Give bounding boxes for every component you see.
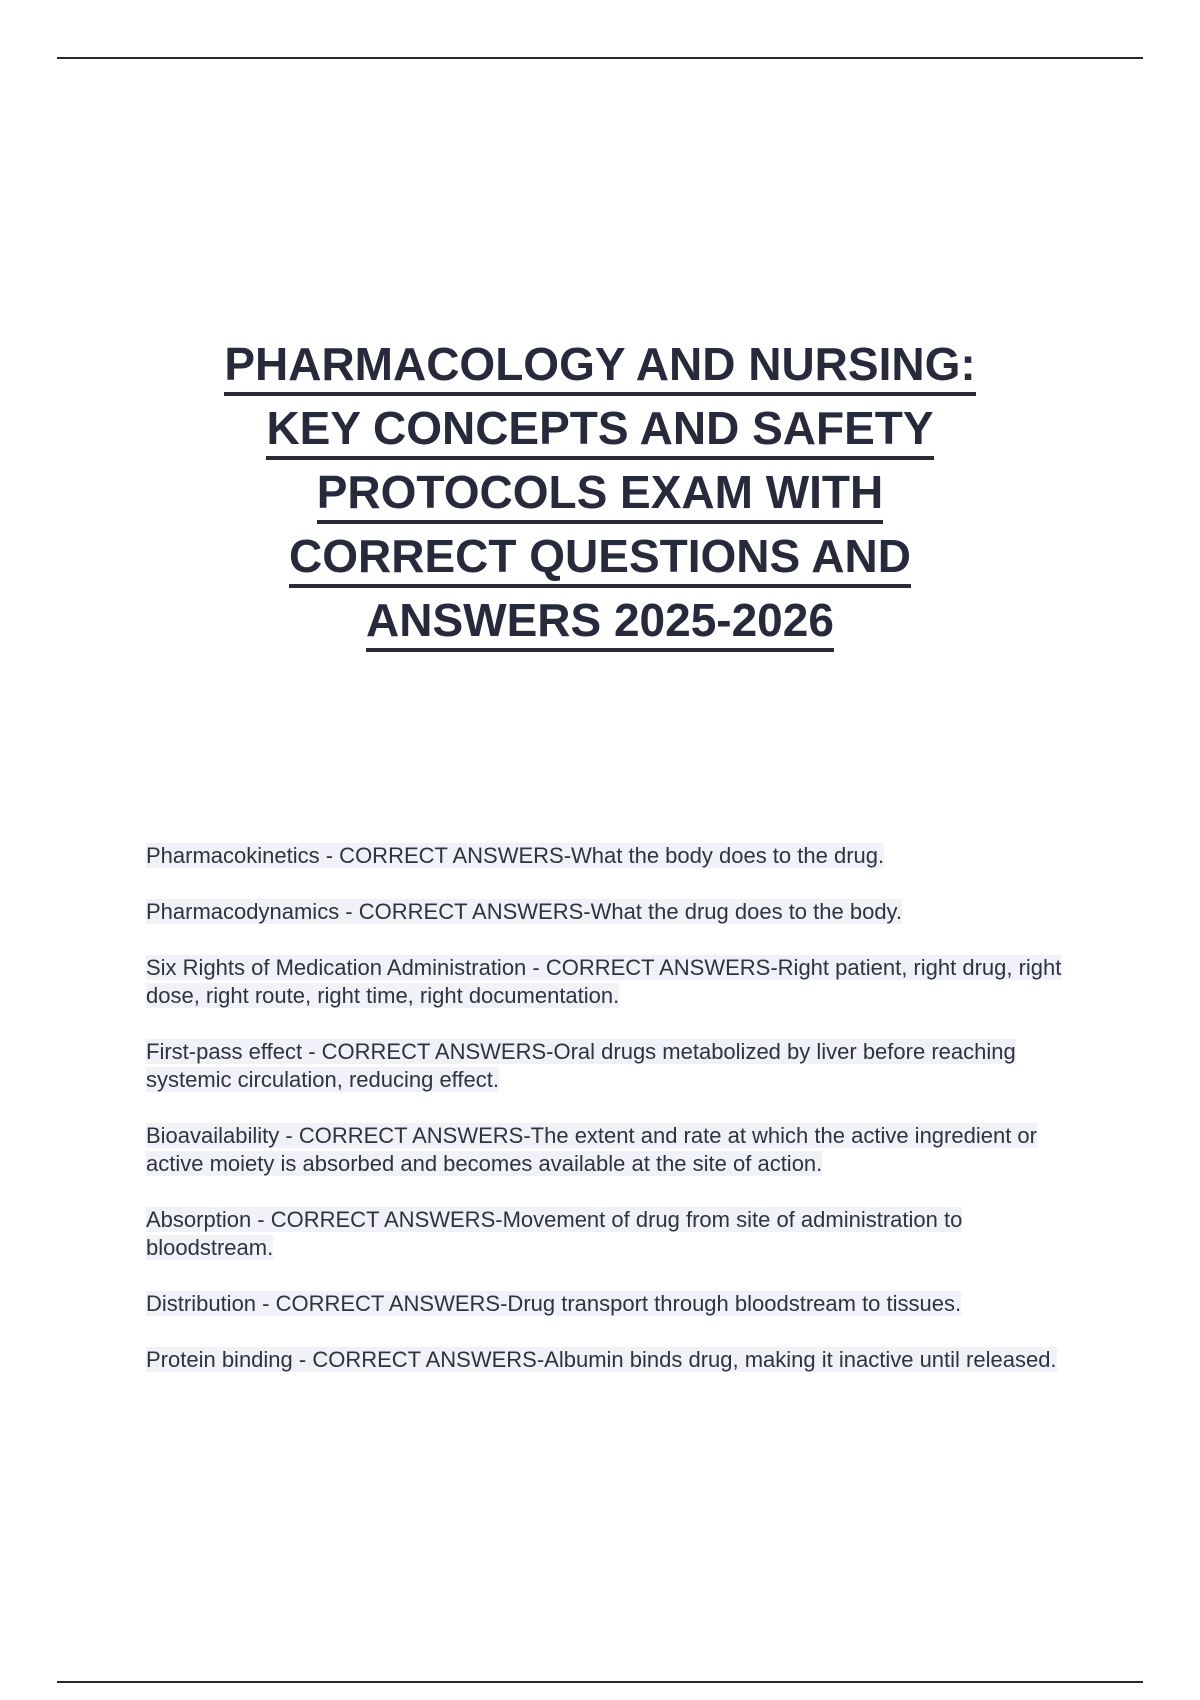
title-line-3: PROTOCOLS EXAM WITH — [317, 468, 884, 524]
qa-item-six-rights — [146, 954, 1066, 1010]
qa-item-first-pass-effect — [146, 1038, 1066, 1094]
qa-text: First-pass effect - CORRECT ANSWERS-Oral drugs metabolized by liver before reaching systemic circulation, reducing effect. — [146, 1039, 1016, 1092]
qa-text: Bioavailability - CORRECT ANSWERS-The extent and rate at which the active ingredient or active moiety is absorbed and becomes available at the site of action. — [146, 1123, 1037, 1176]
qa-item-protein-binding — [146, 1346, 1066, 1374]
document-title — [100, 340, 1100, 660]
qa-item-pharmacodynamics — [146, 898, 1066, 926]
title-line-5: ANSWERS 2025-2026 — [366, 596, 834, 652]
qa-text: Distribution - CORRECT ANSWERS-Drug transport through bloodstream to tissues. — [146, 1291, 962, 1316]
qa-text: Six Rights of Medication Administration - CORRECT ANSWERS-Right patient, right drug, right dose, right route, right time, right documentation. — [146, 955, 1062, 1008]
qa-text: Protein binding - CORRECT ANSWERS-Albumin binds drug, making it inactive until released. — [146, 1347, 1057, 1372]
bottom-rule — [57, 1681, 1143, 1683]
qa-text: Pharmacodynamics - CORRECT ANSWERS-What the drug does to the body. — [146, 899, 903, 924]
top-rule — [57, 57, 1143, 59]
qa-text: Pharmacokinetics - CORRECT ANSWERS-What the body does to the drug. — [146, 843, 885, 868]
title-line-2: KEY CONCEPTS AND SAFETY — [266, 404, 933, 460]
qa-item-distribution — [146, 1290, 1066, 1318]
qa-item-pharmacokinetics — [146, 842, 1066, 870]
title-line-1: PHARMACOLOGY AND NURSING: — [224, 340, 975, 396]
qa-item-absorption — [146, 1206, 1066, 1262]
title-line-4: CORRECT QUESTIONS AND — [289, 532, 911, 588]
qa-text: Absorption - CORRECT ANSWERS-Movement of drug from site of administration to bloodstream. — [146, 1207, 963, 1260]
qa-item-bioavailability — [146, 1122, 1066, 1178]
qa-list — [146, 842, 1066, 1402]
